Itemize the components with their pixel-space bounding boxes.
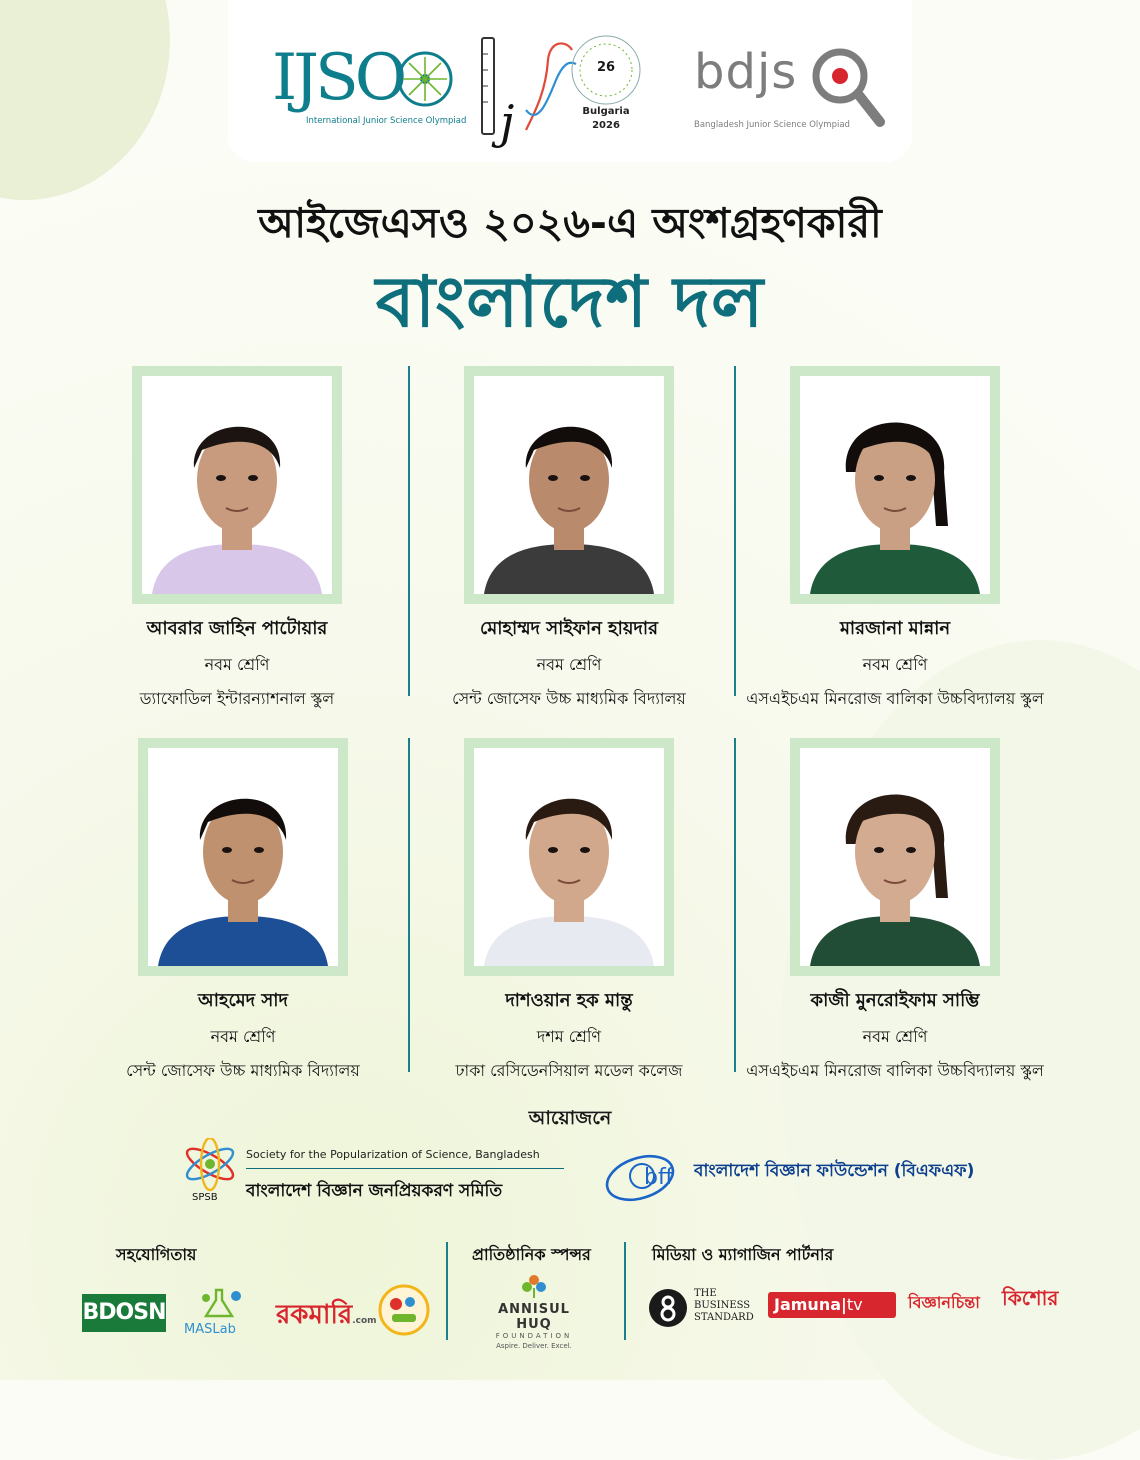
flask-icon: [192, 1286, 252, 1320]
kids-science-badge-icon: [378, 1284, 430, 1336]
portrait-icon: [474, 748, 664, 966]
spsb-abbr: SPSB: [192, 1192, 218, 1203]
ijso-2026-emblem-icon: [476, 30, 646, 156]
member-grade: নবম শ্রেণি: [862, 1027, 928, 1046]
tbs-emblem-icon: [648, 1288, 688, 1328]
annisul-huq-tagline: Aspire. Deliver. Excel.: [496, 1342, 572, 1350]
portrait-icon: [800, 748, 990, 966]
member-photo: [142, 376, 332, 594]
media-partner-heading: মিডিয়া ও ম্যাগাজিন পার্টনার: [652, 1245, 834, 1264]
member-name: কাজী মুনরোইফাম সাম্ভি: [810, 990, 980, 1011]
maslab-logo: [182, 1286, 262, 1340]
bdjso-logo: [694, 44, 894, 140]
logo-bar: [228, 0, 912, 162]
portrait-icon: [474, 376, 664, 594]
ijso-2026-year: 2026: [592, 120, 620, 131]
photo-frame: [464, 738, 674, 976]
ijso-wheel-icon: [394, 48, 456, 110]
portrait-icon: [148, 748, 338, 966]
ijso-wordmark: IJSO: [272, 41, 404, 115]
heading-line2: বাংলাদেশ দল: [375, 261, 765, 343]
svg-text:j: j: [500, 95, 515, 149]
team-member-card: [404, 738, 734, 1085]
jamuna-wordmark: Jamuna: [774, 1295, 841, 1314]
team-member-card: [72, 366, 402, 713]
portrait-icon: [142, 376, 332, 594]
member-school: ঢাকা রেসিডেনসিয়াল মডেল কলেজ: [455, 1061, 683, 1080]
bigyan-chinta-logo: বিজ্ঞানচিন্তা: [908, 1293, 980, 1312]
rokomari-wordmark: রকমারি: [276, 1300, 353, 1330]
tbs-wordmark: [694, 1288, 754, 1324]
ijso-subtitle: International Junior Science Olympiad: [306, 116, 467, 126]
tbs-line3: STANDARD: [694, 1312, 754, 1323]
divider: [246, 1168, 564, 1169]
team-member-card: [404, 366, 734, 713]
member-photo: [800, 748, 990, 966]
bdosn-logo: BDOSN: [82, 1294, 166, 1332]
bff-name: বাংলাদেশ বিজ্ঞান ফাউন্ডেশন (বিএফএফ): [694, 1161, 975, 1181]
jamuna-tv-mark: tv: [846, 1295, 863, 1314]
team-member-card: [730, 738, 1060, 1085]
member-school: সেন্ট জোসেফ উচ্চ মাধ্যমিক বিদ্যালয়: [452, 689, 686, 708]
member-grade: নবম শ্রেণি: [536, 655, 602, 674]
orbit-icon: [602, 1146, 692, 1206]
kishore-alo-logo: কিশোর: [1002, 1286, 1059, 1310]
member-photo: [474, 376, 664, 594]
heading-line1: আইজেএসও ২০২৬-এ অংশগ্রহণকারী: [258, 199, 882, 247]
member-name: মারজানা মান্নান: [839, 618, 951, 639]
cooperation-heading: সহযোগিতায়: [116, 1245, 197, 1264]
member-school: এসএইচএম মিনরোজ বালিকা উচ্চবিদ্যালয় স্কুল: [746, 689, 1044, 708]
institutional-sponsor-heading: প্রাতিষ্ঠানিক স্পন্সর: [472, 1245, 591, 1264]
section-divider: [624, 1242, 626, 1340]
member-name: আহমেদ সাদ: [198, 990, 288, 1011]
member-photo: [474, 748, 664, 966]
background-blob: [0, 0, 170, 200]
member-grade: নবম শ্রেণি: [210, 1027, 276, 1046]
member-name: দাশওয়ান হক মান্তু: [505, 990, 633, 1011]
section-divider: [446, 1242, 448, 1340]
member-grade: দশম শ্রেণি: [536, 1027, 602, 1046]
member-photo: [800, 376, 990, 594]
tbs-line2: BUSINESS: [694, 1300, 751, 1311]
spsb-english-name: Society for the Popularization of Science, Bangladesh: [246, 1148, 540, 1161]
member-school: ড্যাফোডিল ইন্টারন্যাশনাল স্কুল: [139, 689, 335, 708]
spsb-logo: [180, 1138, 580, 1210]
spsb-bangla-name: বাংলাদেশ বিজ্ঞান জনপ্রিয়করণ সমিতি: [246, 1181, 503, 1201]
annisul-huq-sub: FOUNDATION: [495, 1332, 573, 1340]
ijso-logo: [272, 41, 467, 136]
bdjso-wordmark: bdjs: [694, 44, 798, 100]
annisul-huq-foundation-logo: [482, 1274, 586, 1350]
rokomari-domain: .com: [352, 1316, 377, 1326]
photo-frame: [790, 738, 1000, 976]
annisul-huq-name: ANNISUL HUQ: [498, 1302, 570, 1332]
bff-abbr: bff: [644, 1165, 674, 1190]
bdjso-subtitle: Bangladesh Junior Science Olympiad: [694, 120, 850, 130]
member-grade: নবম শ্রেণি: [204, 655, 270, 674]
member-school: এসএইচএম মিনরোজ বালিকা উচ্চবিদ্যালয় স্কুল: [746, 1061, 1044, 1080]
organizers-heading: আয়োজনে: [528, 1107, 612, 1129]
atom-icon: [180, 1138, 240, 1194]
team-member-card: [78, 738, 408, 1085]
photo-frame: [790, 366, 1000, 604]
bff-logo: [602, 1146, 1022, 1206]
flower-icon: [521, 1274, 547, 1298]
rokomari-logo: [276, 1294, 377, 1338]
tbs-line1: THE: [694, 1288, 717, 1299]
ijso-2026-number: 26: [596, 60, 616, 75]
member-grade: নবম শ্রেণি: [862, 655, 928, 674]
member-name: আবরার জাহিন পাটোয়ার: [146, 618, 328, 639]
maslab-wordmark: MASLab: [184, 1322, 236, 1337]
photo-frame: [138, 738, 348, 976]
photo-frame: [464, 366, 674, 604]
portrait-icon: [800, 376, 990, 594]
photo-frame: [132, 366, 342, 604]
ijso-2026-logo: [476, 30, 646, 156]
member-school: সেন্ট জোসেফ উচ্চ মাধ্যমিক বিদ্যালয়: [126, 1061, 360, 1080]
team-member-card: [730, 366, 1060, 713]
ijso-2026-country: Bulgaria: [582, 106, 630, 117]
member-photo: [148, 748, 338, 966]
member-name: মোহাম্মদ সাইফান হায়দার: [480, 618, 658, 639]
jamuna-tv-logo: Jamuna|tv: [768, 1292, 896, 1318]
